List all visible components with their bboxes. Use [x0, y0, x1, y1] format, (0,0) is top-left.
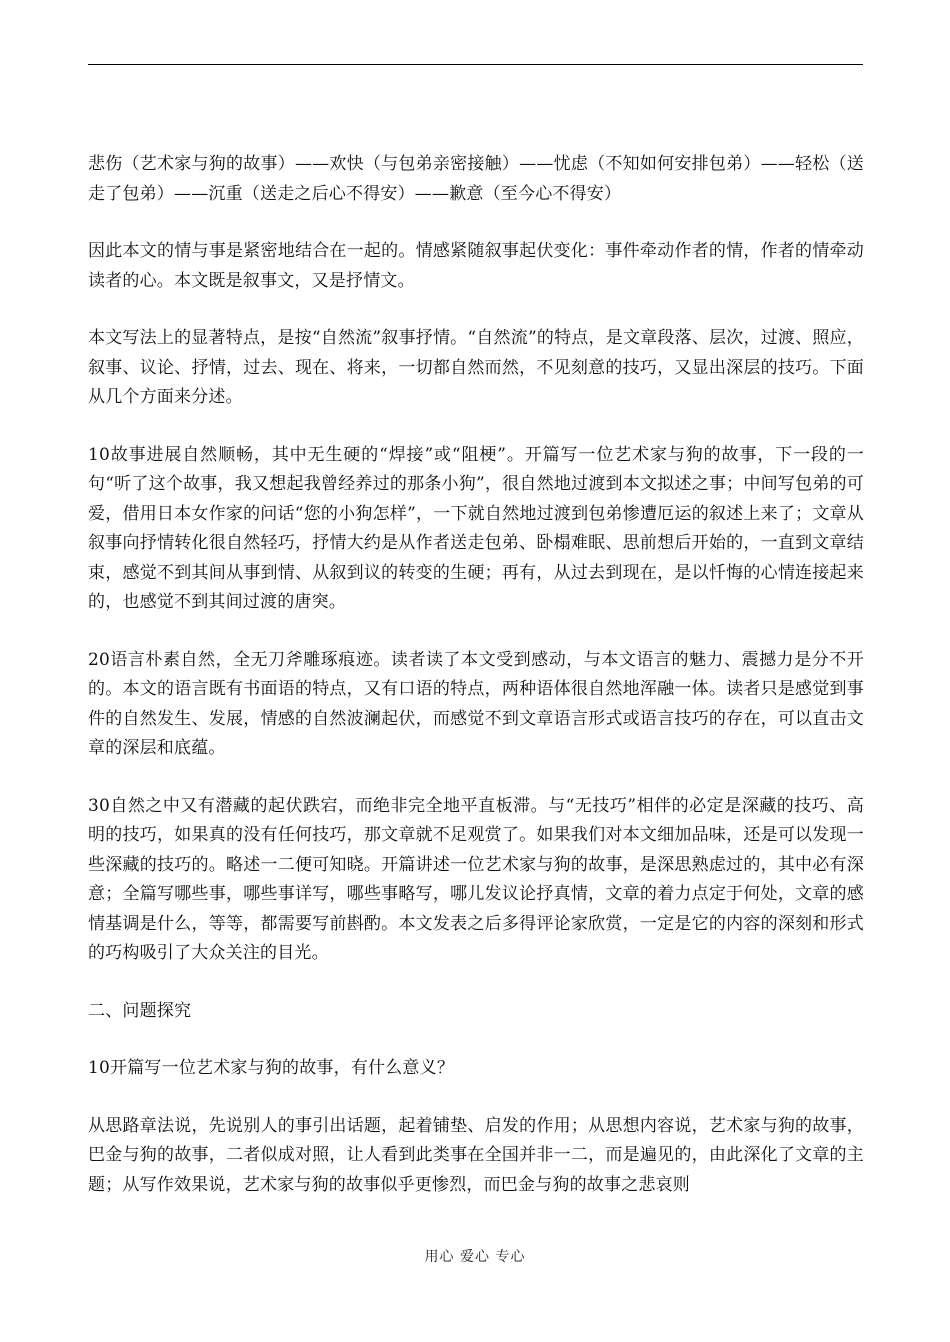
document-body: [88, 150, 864, 1228]
page-footer: 用心 爱心 专心: [424, 1249, 526, 1265]
paragraph-emotion-and-event: 因此本文的情与事是紧密地结合在一起的。情感紧随叙事起伏变化：事件牵动作者的情，作者的情牵动读者的心。本文既是叙事文，又是抒情文。: [88, 241, 864, 291]
paragraph-point-1: 10故事进展自然顺畅，其中无生硬的“焊接”或“阻梗”。开篇写一位艺术家与狗的故事，下一段的一句“听了这个故事，我又想起我曾经养过的那条小狗”，很自然地过渡到本文拟述之事；中间写包弟的可爱，借用日本女作家的问话“您的小狗怎样”，一下就自然地过渡到包弟惨遭厄运的叙述上来了；文章从叙事向抒情转化很自然轻巧，抒情大约是从作者送走包弟、卧榻难眠、思前想后开始的，一直到文章结束，感觉不到其间从事到情、从叙到议的转变的生硬；再有，从过去到现在，是以忏悔的心情连接起来的，也感觉不到其间过渡的唐突。: [88, 444, 864, 612]
paragraph-writing-feature: 本文写法上的显著特点，是按“自然流”叙事抒情。“自然流”的特点，是文章段落、层次，过渡、照应，叙事、议论、抒情，过去、现在、将来，一切都自然而然，不见刻意的技巧，又显出深层的技巧。下面从几个方面来分述。: [88, 328, 864, 407]
header-rule: [88, 64, 863, 65]
paragraph-point-3: 30自然之中又有潜藏的起伏跌宕，而绝非完全地平直板滞。与“无技巧”相伴的必定是深藏的技巧、高明的技巧，如果真的没有任何技巧，那文章就不足观赏了。如果我们对本文细加品味，还是可以发现一些深藏的技巧的。略述一二便可知晓。开篇讲述一位艺术家与狗的故事，是深思熟虑过的，其中必有深意；全篇写哪些事，哪些事详写，哪些事略写，哪儿发议论抒真情，文章的着力点定于何处，文章的感情基调是什么，等等，都需要写前斟酌。本文发表之后多得评论家欣赏，一定是它的内容的深刻和形式的巧构吸引了大众关注的目光。: [88, 795, 864, 963]
section-heading: 二、问题探究: [88, 1000, 192, 1021]
paragraph-point-2: 20语言朴素自然，全无刀斧雕琢痕迹。读者读了本文受到感动，与本文语言的魅力、震撼力是分不开的。本文的语言既有书面语的特点，又有口语的特点，两种语体很自然地浑融一体。读者只是感觉到事件的自然发生、发展，情感的自然波澜起伏，而感觉不到文章语言形式或语言技巧的存在，可以直击文章的深层和底蕴。: [88, 649, 864, 758]
question-1: 10开篇写一位艺术家与狗的故事，有什么意义？: [88, 1058, 455, 1078]
answer-1: 从思路章法说，先说别人的事引出话题，起着铺垫、启发的作用；从思想内容说，艺术家与狗的故事，巴金与狗的故事，二者似成对照，让人看到此类事在全国并非一二，而是遍见的，由此深化了文章的主题；从写作效果说，艺术家与狗的故事似乎更惨烈，而巴金与狗的故事之悲哀则: [88, 1115, 864, 1195]
paragraph-emotion-sequence: 悲伤（艺术家与狗的故事）——欢快（与包弟亲密接触）——忧虑（不知如何安排包弟）——轻松（送走了包弟）——沉重（送走之后心不得安）——歉意（至今心不得安）: [88, 154, 864, 204]
